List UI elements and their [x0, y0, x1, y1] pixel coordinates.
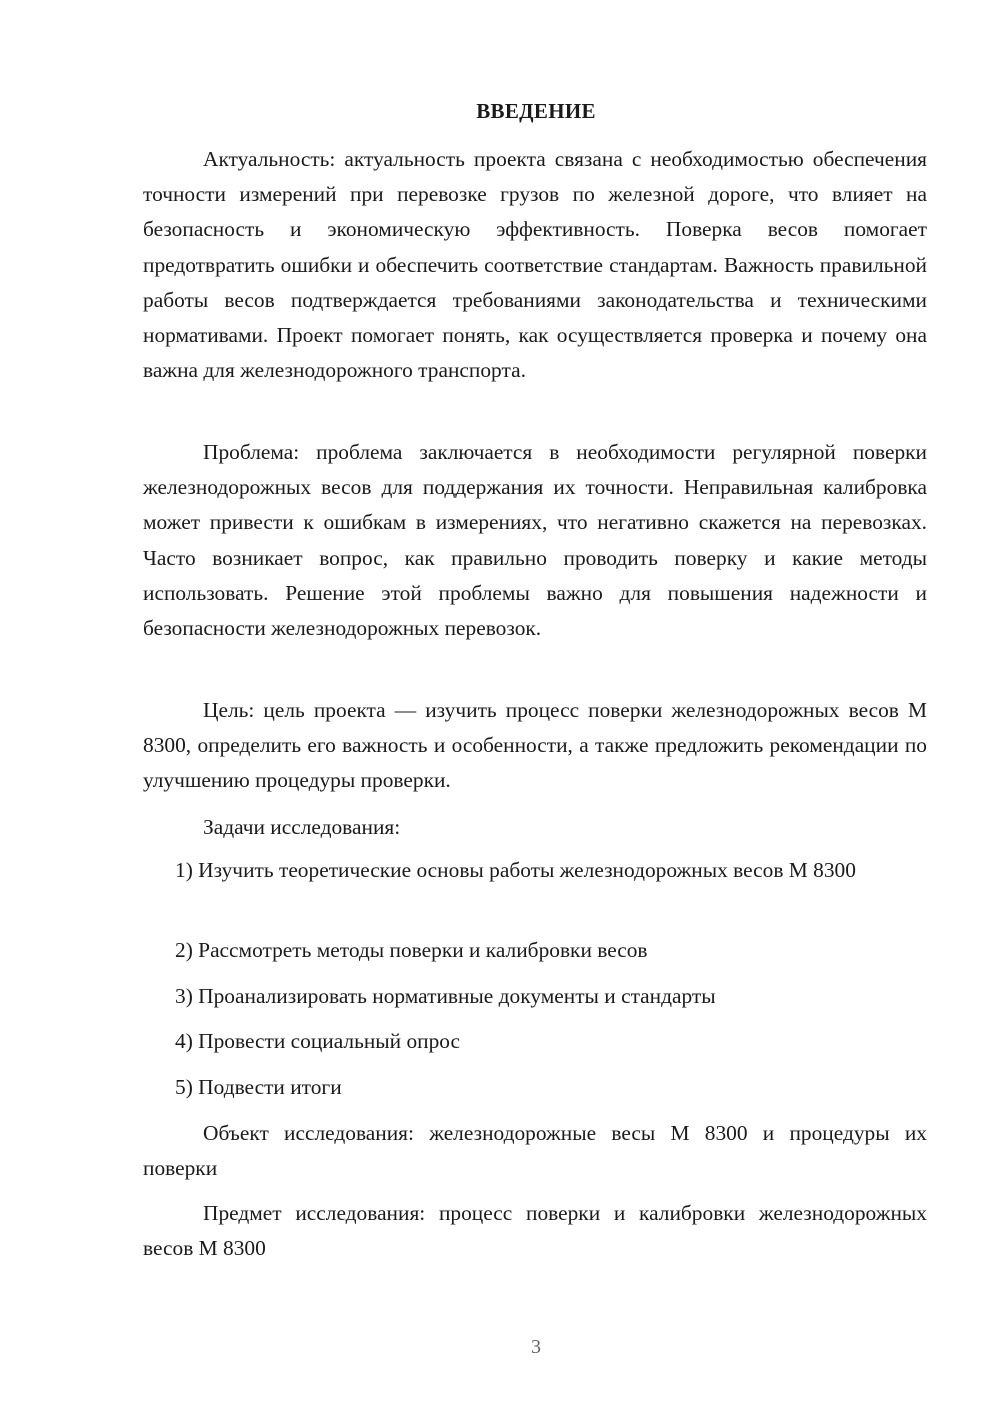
object-paragraph: Объект исследования: железнодорожные весы М 8300 и процедуры их поверки: [143, 1121, 927, 1181]
page-number: 3: [531, 1336, 541, 1358]
subject-paragraph: Предмет исследования: процесс поверки и калибровки железнодорожных весов М 8300: [143, 1201, 927, 1261]
task-item-2: 2) Рассмотреть методы поверки и калибровки весов: [175, 938, 648, 962]
relevance-paragraph: Актуальность: актуальность проекта связана с необходимостью обеспечения точности измерений при перевозке грузов по железной дороге, что влияет на безопасность и экономическую эффективность. Поверка весов помогает предотвратить ошибки и обеспечить соответствие стандартам. Важность правильной работы весов подтверждается требованиями законодательства и техническими нормативами. Проект помогает понять, как осуществляется проверка и почему она важна для железнодорожного транспорта.: [143, 147, 927, 383]
page-heading: ВВЕДЕНИЕ: [476, 99, 596, 123]
problem-paragraph: Проблема: проблема заключается в необходимости регулярной поверки железнодорожных весов для поддержания их точности. Неправильная калибровка может привести к ошибкам в измерениях, что негативно скажется на перевозках. Часто возникает вопрос, как правильно проводить поверку и какие методы использовать. Решение этой проблемы важно для повышения надежности и безопасности железнодорожных перевозок.: [143, 440, 927, 641]
task-item-4: 4) Провести социальный опрос: [175, 1029, 461, 1053]
tasks-heading: Задачи исследования:: [203, 815, 401, 839]
task-item-3: 3) Проанализировать нормативные документы и стандарты: [175, 984, 716, 1008]
task-item-5: 5) Подвести итоги: [175, 1075, 342, 1099]
task-item-1: 1) Изучить теоретические основы работы железнодорожных весов М 8300: [175, 858, 856, 882]
goal-paragraph: Цель: цель проекта — изучить процесс поверки железнодорожных весов М 8300, определить его важность и особенности, а также предложить рекомендации по улучшению процедуры проверки.: [143, 698, 927, 793]
